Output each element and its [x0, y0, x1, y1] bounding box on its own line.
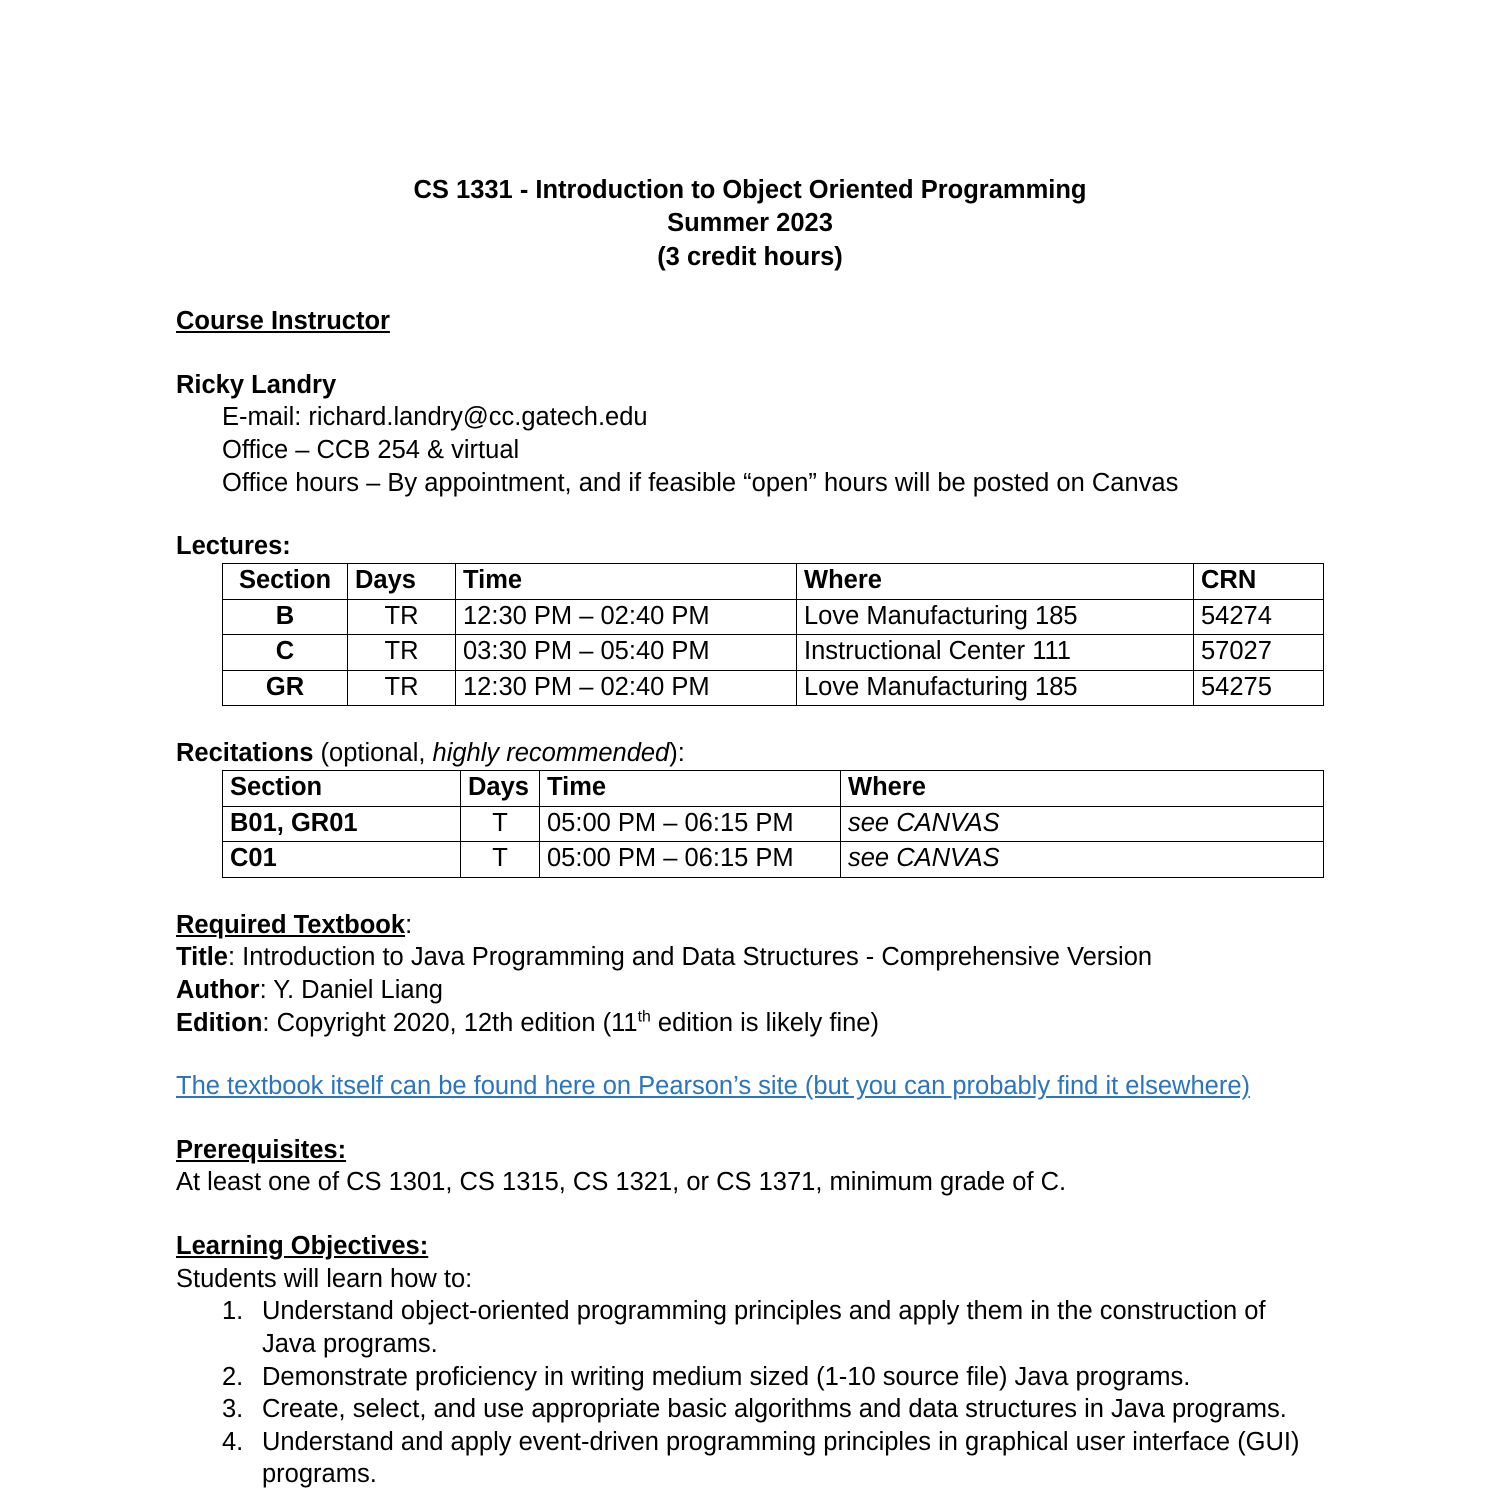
list-item-text: Demonstrate proficiency in writing medium sized (1-10 source file) Java programs. — [262, 1362, 1191, 1391]
lecture-crn: 57027 — [1194, 635, 1324, 671]
lecture-time: 12:30 PM – 02:40 PM — [456, 599, 797, 635]
recitations-col-section: Section — [223, 770, 461, 806]
lecture-section: B — [223, 599, 348, 635]
lectures-col-section: Section — [223, 563, 348, 599]
table-row — [223, 599, 1324, 635]
textbook-title-line — [176, 941, 1326, 974]
learning-objectives-section — [176, 1230, 1326, 1263]
recitations-col-where: Where — [841, 770, 1324, 806]
spacer — [176, 878, 1326, 909]
textbook-title-label: Title — [176, 943, 228, 972]
lecture-time: 12:30 PM – 02:40 PM — [456, 670, 797, 706]
recitations-heading — [176, 737, 1326, 770]
list-item-text: Understand and apply event-driven programming principles in graphical user interface (GUI) programs. — [262, 1427, 1300, 1489]
lecture-crn: 54275 — [1194, 670, 1324, 706]
textbook-heading-colon: : — [405, 910, 413, 939]
recitations-heading-post: ): — [669, 739, 685, 768]
textbook-author-label: Author — [176, 975, 260, 1004]
table-row — [223, 635, 1324, 671]
prerequisites-section — [176, 1134, 1326, 1167]
title-line-credits: (3 credit hours) — [657, 242, 843, 271]
lecture-crn: 54274 — [1194, 599, 1324, 635]
table-header-row — [223, 563, 1324, 599]
recitation-where: see CANVAS — [841, 806, 1324, 842]
course-instructor-heading: Course Instructor — [176, 307, 390, 336]
list-item — [176, 1393, 1326, 1426]
lecture-where: Love Manufacturing 185 — [797, 670, 1194, 706]
table-header-row — [223, 770, 1324, 806]
lecture-days: TR — [348, 670, 456, 706]
spacer — [176, 338, 1326, 369]
spacer — [176, 274, 1326, 305]
textbook-title-value: : Introduction to Java Programming and Data Structures - Comprehensive Version — [227, 943, 1153, 972]
recitations-heading-label: Recitations — [176, 739, 314, 768]
list-item-number: 3. — [222, 1395, 244, 1424]
lecture-days: TR — [348, 599, 456, 635]
document-title — [174, 0, 1326, 274]
list-item-number: 2. — [222, 1362, 244, 1391]
lectures-col-where: Where — [797, 563, 1194, 599]
textbook-edition-value-post: edition is likely fine) — [650, 1008, 879, 1037]
instructor-office-hours: Office hours – By appointment, and if feasible “open” hours will be posted on Canvas — [222, 468, 1179, 497]
recitation-days: T — [461, 806, 540, 842]
learning-objectives-intro: Students will learn how to: — [176, 1264, 473, 1293]
spacer — [176, 499, 1326, 530]
textbook-link-line — [176, 1070, 1326, 1103]
spacer — [176, 1199, 1326, 1230]
document-body — [176, 0, 1326, 1491]
lecture-days: TR — [348, 635, 456, 671]
list-item — [176, 1295, 1326, 1360]
lecture-section: C — [223, 635, 348, 671]
prerequisites-body: At least one of CS 1301, CS 1315, CS 1321, or CS 1371, minimum grade of C. — [176, 1168, 1067, 1197]
textbook-heading — [176, 909, 1326, 942]
list-item-text: Create, select, and use appropriate basic algorithms and data structures in Java programs. — [262, 1395, 1287, 1424]
title-line-term: Summer 2023 — [667, 209, 833, 238]
lecture-where: Instructional Center 111 — [797, 635, 1194, 671]
lecture-section: GR — [223, 670, 348, 706]
instructor-office: Office – CCB 254 & virtual — [222, 436, 520, 465]
textbook-edition-label: Edition — [176, 1008, 263, 1037]
table-row — [223, 842, 1324, 878]
lectures-col-time: Time — [456, 563, 797, 599]
title-line-course: CS 1331 - Introduction to Object Oriented Programming — [413, 176, 1087, 204]
pearson-textbook-link[interactable]: The textbook itself can be found here on Pearson’s site (but you can probably find it elsewhere) — [176, 1072, 1251, 1101]
recitations-heading-emphasis: highly recommended — [432, 739, 670, 768]
learning-objectives-heading: Learning Objectives: — [176, 1232, 429, 1261]
list-item-number: 4. — [222, 1427, 244, 1456]
spacer — [176, 706, 1326, 737]
spacer — [176, 1039, 1326, 1070]
course-instructor-section — [176, 305, 1326, 338]
lectures-heading: Lectures: — [176, 532, 291, 561]
prerequisites-heading: Prerequisites: — [176, 1135, 347, 1164]
recitation-section: B01, GR01 — [223, 806, 461, 842]
spacer — [176, 1103, 1326, 1134]
recitations-table — [222, 770, 1324, 878]
list-item — [176, 1426, 1326, 1491]
recitation-where: see CANVAS — [841, 842, 1324, 878]
table-row — [223, 806, 1324, 842]
instructor-email: E-mail: richard.landry@cc.gatech.edu — [222, 403, 648, 432]
textbook-author-value: : Y. Daniel Liang — [259, 975, 443, 1004]
lectures-table — [222, 563, 1324, 706]
textbook-edition-line — [176, 1007, 1326, 1040]
table-row — [223, 670, 1324, 706]
textbook-heading-label: Required Textbook — [176, 910, 406, 939]
recitations-heading-pre: (optional, — [313, 739, 433, 768]
list-item-text: Understand object-oriented programming principles and apply them in the construction of Java programs. — [262, 1297, 1266, 1358]
textbook-edition-value-pre: : Copyright 2020, 12th edition (11 — [262, 1008, 638, 1037]
lecture-time: 03:30 PM – 05:40 PM — [456, 635, 797, 671]
learning-objectives-list — [176, 1295, 1326, 1491]
list-item-number: 1. — [222, 1297, 244, 1326]
recitation-section: C01 — [223, 842, 461, 878]
lectures-col-days: Days — [348, 563, 456, 599]
lectures-col-crn: CRN — [1194, 563, 1324, 599]
recitation-time: 05:00 PM – 06:15 PM — [540, 806, 841, 842]
recitations-col-time: Time — [540, 770, 841, 806]
recitation-days: T — [461, 842, 540, 878]
list-item — [176, 1361, 1326, 1394]
instructor-name: Ricky Landry — [176, 370, 337, 399]
recitation-time: 05:00 PM – 06:15 PM — [540, 842, 841, 878]
recitations-col-days: Days — [461, 770, 540, 806]
textbook-author-line — [176, 974, 1326, 1007]
textbook-edition-superscript: th — [637, 1008, 651, 1026]
lecture-where: Love Manufacturing 185 — [797, 599, 1194, 635]
